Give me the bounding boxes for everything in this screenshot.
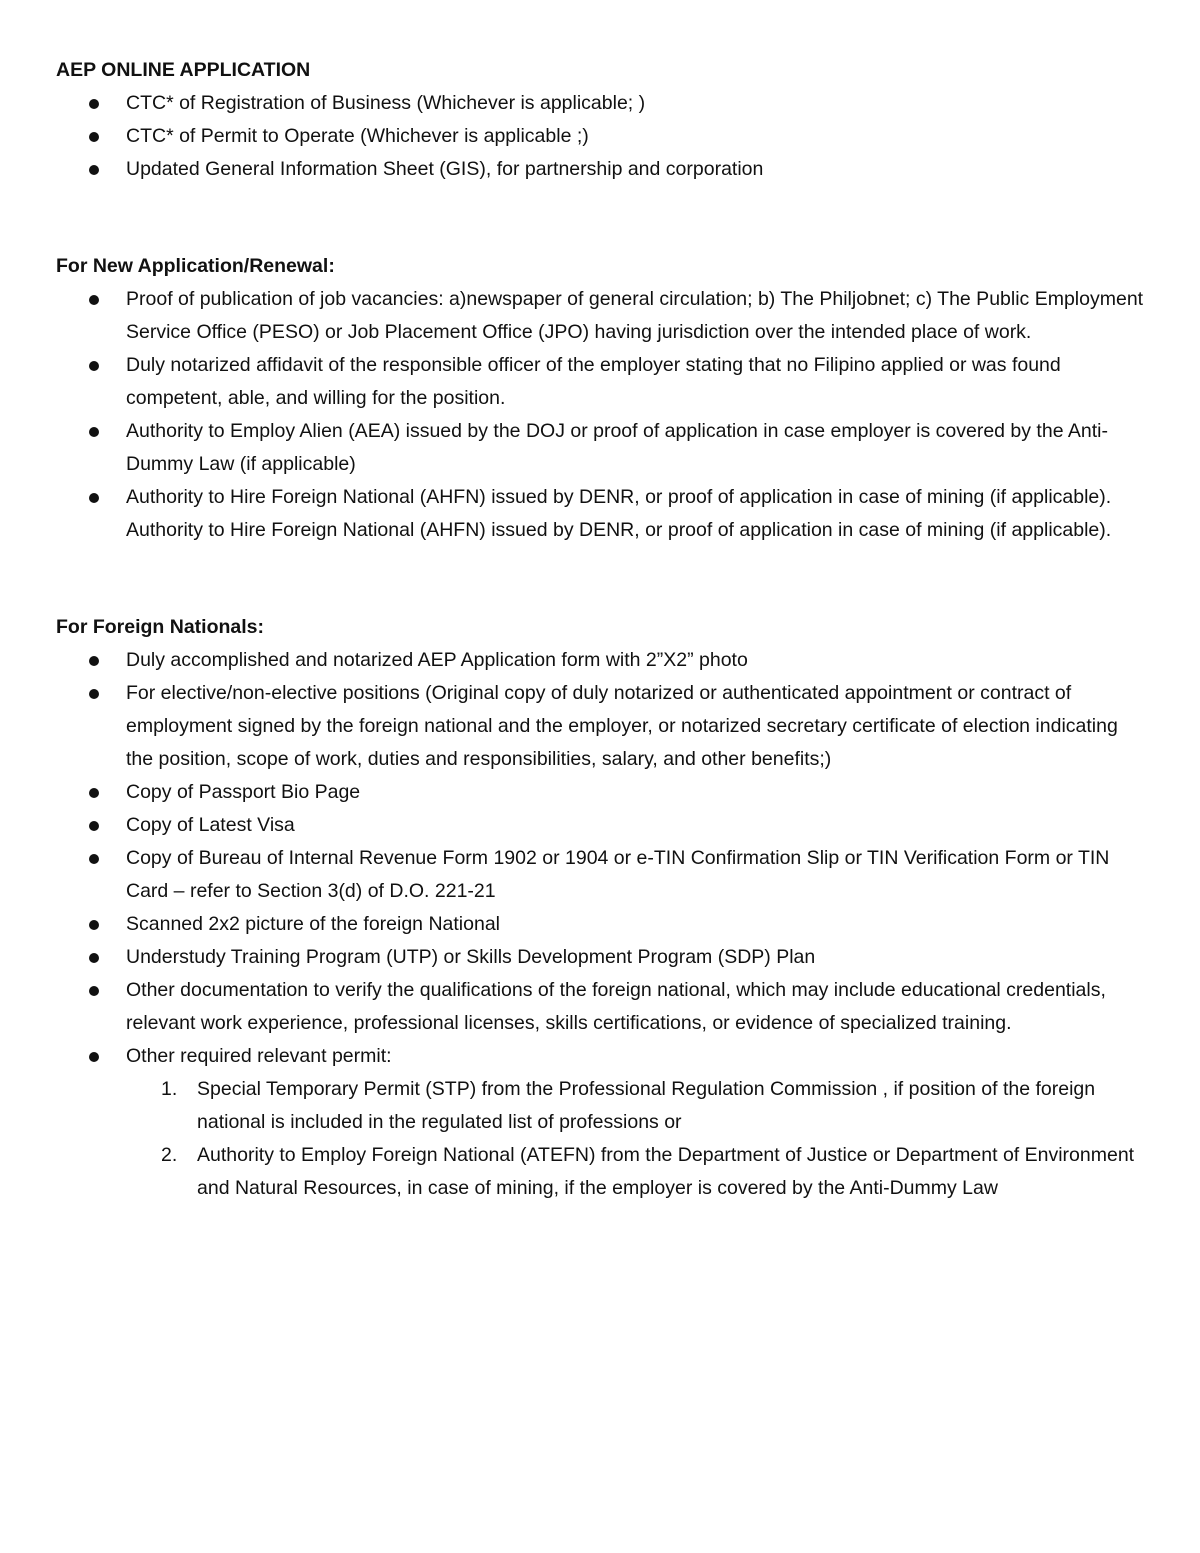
bullet-icon	[89, 953, 99, 963]
list-item-text: Duly notarized affidavit of the responsible officer of the employer stating that no Filipino applied or was found competent, able, and willing for the position.	[126, 354, 1061, 409]
bullet-icon	[89, 1052, 99, 1062]
bullet-icon	[89, 295, 99, 305]
list-item-text: Duly accomplished and notarized AEP Application form with 2”X2” photo	[126, 649, 748, 671]
bullet-icon	[89, 493, 99, 503]
list-item-text: Proof of publication of job vacancies: a)newspaper of general circulation; b) The Philjobnet; c) The Public Employment Service Office (PESO) or Job Placement Office (JPO) having jurisdiction over the intended place of work.	[126, 288, 1144, 343]
list-item-text: Scanned 2x2 picture of the foreign National	[126, 913, 500, 935]
bullet-icon	[89, 689, 99, 699]
list-item	[56, 1040, 1144, 1205]
bullet-icon	[89, 132, 99, 142]
aep-online-requirements-list	[56, 87, 1144, 186]
new-application-requirements-list	[56, 283, 1144, 547]
list-item-text: Copy of Latest Visa	[126, 814, 295, 836]
item-number: 2.	[161, 1144, 178, 1166]
list-item	[56, 677, 1144, 776]
list-item-text: CTC* of Permit to Operate (Whichever is applicable ;)	[126, 125, 589, 147]
list-item	[56, 153, 1144, 186]
list-item	[56, 941, 1144, 974]
bullet-icon	[89, 165, 99, 175]
bullet-icon	[89, 427, 99, 437]
numbered-item-text: Authority to Employ Foreign National (ATEFN) from the Department of Justice or Department of Environment and Natural Resources, in case of mining, if the employer is covered by the Anti-Dummy Law	[197, 1144, 1135, 1199]
list-item	[56, 415, 1144, 481]
list-item-text: CTC* of Registration of Business (Whichever is applicable; )	[126, 92, 646, 114]
list-item	[56, 776, 1144, 809]
list-item	[56, 644, 1144, 677]
list-item	[56, 283, 1144, 349]
bullet-icon	[89, 854, 99, 864]
numbered-item-text: Special Temporary Permit (STP) from the Professional Regulation Commission , if position of the foreign national is included in the regulated list of professions or	[197, 1078, 1096, 1133]
bullet-icon	[89, 788, 99, 798]
bullet-icon	[89, 821, 99, 831]
numbered-item	[126, 1139, 1144, 1205]
section-title-foreign-nationals: For Foreign Nationals:	[56, 616, 265, 638]
list-item-text: Copy of Bureau of Internal Revenue Form 1902 or 1904 or e-TIN Confirmation Slip or TIN Verification Form or TIN Card – refer to Section 3(d) of D.O. 221-21	[126, 847, 1110, 902]
list-item	[56, 974, 1144, 1040]
list-item-text: Other required relevant permit:	[126, 1045, 392, 1067]
list-item-text: Other documentation to verify the qualifications of the foreign national, which may include educational credentials, relevant work experience, professional licenses, skills certifications, or evidence of specialized training.	[126, 979, 1106, 1034]
list-item	[56, 809, 1144, 842]
list-item-text: For elective/non-elective positions (Original copy of duly notarized or authenticated appointment or contract of employment signed by the foreign national and the employer, or notarized secretary certificate of election indicating the position, scope of work, duties and responsibilities, salary, and other benefits;)	[126, 682, 1118, 770]
list-item	[56, 120, 1144, 153]
list-item-text: Copy of Passport Bio Page	[126, 781, 361, 803]
foreign-nationals-requirements-list	[56, 644, 1144, 1205]
list-item-text: Authority to Employ Alien (AEA) issued by the DOJ or proof of application in case employer is covered by the Anti-Dummy Law (if applicable)	[126, 420, 1108, 475]
section-title-aep-online-application: AEP ONLINE APPLICATION	[56, 59, 311, 81]
bullet-icon	[89, 361, 99, 371]
list-item	[56, 349, 1144, 415]
item-number: 1.	[161, 1078, 178, 1100]
section-title-new-application-renewal: For New Application/Renewal:	[56, 255, 335, 277]
list-item-text: Authority to Hire Foreign National (AHFN) issued by DENR, or proof of application in case of mining (if applicable). Authority to Hire Foreign National (AHFN) issued by DENR, or proof of application in case of mining (if applicable).	[126, 486, 1112, 541]
bullet-icon	[89, 99, 99, 109]
bullet-icon	[89, 920, 99, 930]
list-item	[56, 87, 1144, 120]
list-item-text: Updated General Information Sheet (GIS), for partnership and corporation	[126, 158, 764, 180]
bullet-icon	[89, 986, 99, 996]
numbered-item	[126, 1073, 1144, 1139]
list-item	[56, 908, 1144, 941]
list-item	[56, 481, 1144, 547]
list-item	[56, 842, 1144, 908]
bullet-icon	[89, 656, 99, 666]
list-item-text: Understudy Training Program (UTP) or Skills Development Program (SDP) Plan	[126, 946, 816, 968]
other-permits-numbered-list	[126, 1073, 1144, 1205]
